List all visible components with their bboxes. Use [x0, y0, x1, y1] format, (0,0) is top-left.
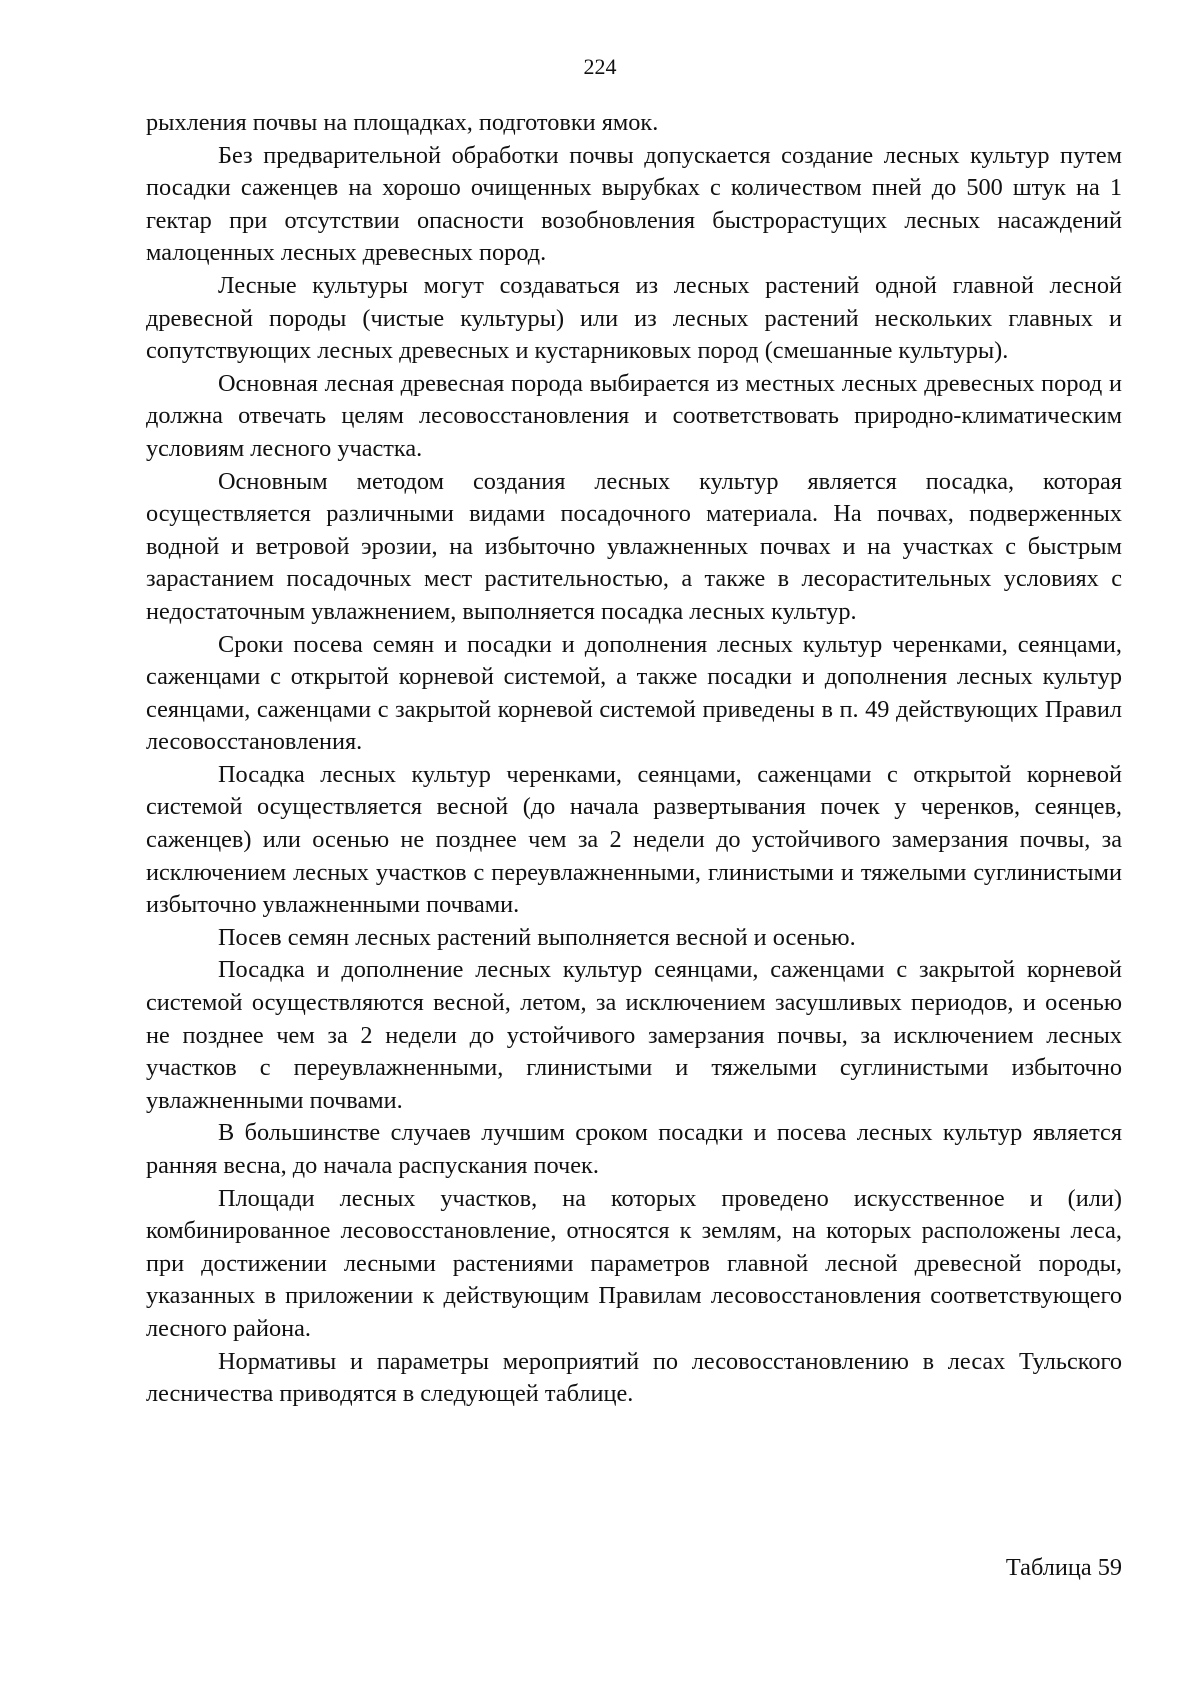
page-number: 224	[583, 54, 617, 79]
paragraph: В большинстве случаев лучшим сроком посадки и посева лесных культур является ранняя весна, до начала распускания почек.	[146, 1119, 1122, 1179]
paragraph: Посев семян лесных растений выполняется весной и осенью.	[218, 923, 856, 951]
paragraph: Нормативы и параметры мероприятий по лесовосстановлению в лесах Тульского лесничества приводятся в следующей таблице.	[146, 1347, 1122, 1408]
paragraph: Основная лесная древесная порода выбирается из местных лесных древесных пород и должна отвечать целям лесовосстановления и соответствовать природно-климатическим условиям лесного участка.	[146, 369, 1122, 462]
paragraph: Посадка и дополнение лесных культур сеянцами, саженцами с закрытой корневой системой осуществляются весной, летом, за исключением засушливых периодов, и осенью не позднее чем за 2 недели до устойчивого замерзания почвы, за исключением лесных участков с переувлажненными, глинистыми и тяжелыми суглинистыми избыточно увлажненными почвами.	[146, 956, 1122, 1114]
paragraph: Посадка лесных культур черенками, сеянцами, саженцами с открытой корневой системой осуществляется весной (до начала развертывания почек у черенков, сеянцев, саженцев) или осенью не позднее чем за 2 недели до устойчивого замерзания почвы, за исключением лесных участков с переувлажненными, глинистыми и тяжелыми суглинистыми избыточно увлажненными почвами.	[146, 760, 1122, 919]
table-caption: Таблица 59	[1005, 1554, 1122, 1581]
body-text	[146, 107, 1122, 1411]
paragraph: Основным методом создания лесных культур является посадка, которая осуществляется различными видами посадочного материала. На почвах, подверженных водной и ветровой эрозии, на избыточно увлажненных почвах и на участках с быстрым зарастанием посадочных мест растительностью, а также в лесорастительных условиях с недостаточным увлажнением, выполняется посадка лесных культур.	[146, 467, 1122, 625]
paragraph-continuation: рыхления почвы на площадках, подготовки ямок.	[146, 109, 659, 136]
paragraph: Сроки посева семян и посадки и дополнения лесных культур черенками, сеянцами, саженцами с открытой корневой системой, а также посадки и дополнения лесных культур сеянцами, саженцами с закрытой корневой системой приведены в п. 49 действующих Правил лесовосстановления.	[146, 630, 1122, 756]
paragraph: Без предварительной обработки почвы допускается создание лесных культур путем посадки саженцев на хорошо очищенных вырубках с количеством пней до 500 штук на 1 гектар при отсутствии опасности возобновления быстрорастущих лесных насаждений малоценных лесных древесных пород.	[146, 141, 1122, 267]
paragraph: Лесные культуры могут создаваться из лесных растений одной главной лесной древесной породы (чистые культуры) или из лесных растений нескольких главных и сопутствующих лесных древесных и кустарниковых пород (смешанные культуры).	[146, 271, 1122, 365]
paragraph: Площади лесных участков, на которых проведено искусственное и (или) комбинированное лесовосстановление, относятся к землям, на которых расположены леса, при достижении лесными растениями параметров главной лесной древесной породы, указанных в приложении к действующим Правилам лесовосстановления соответствующего лесного района.	[146, 1184, 1122, 1342]
